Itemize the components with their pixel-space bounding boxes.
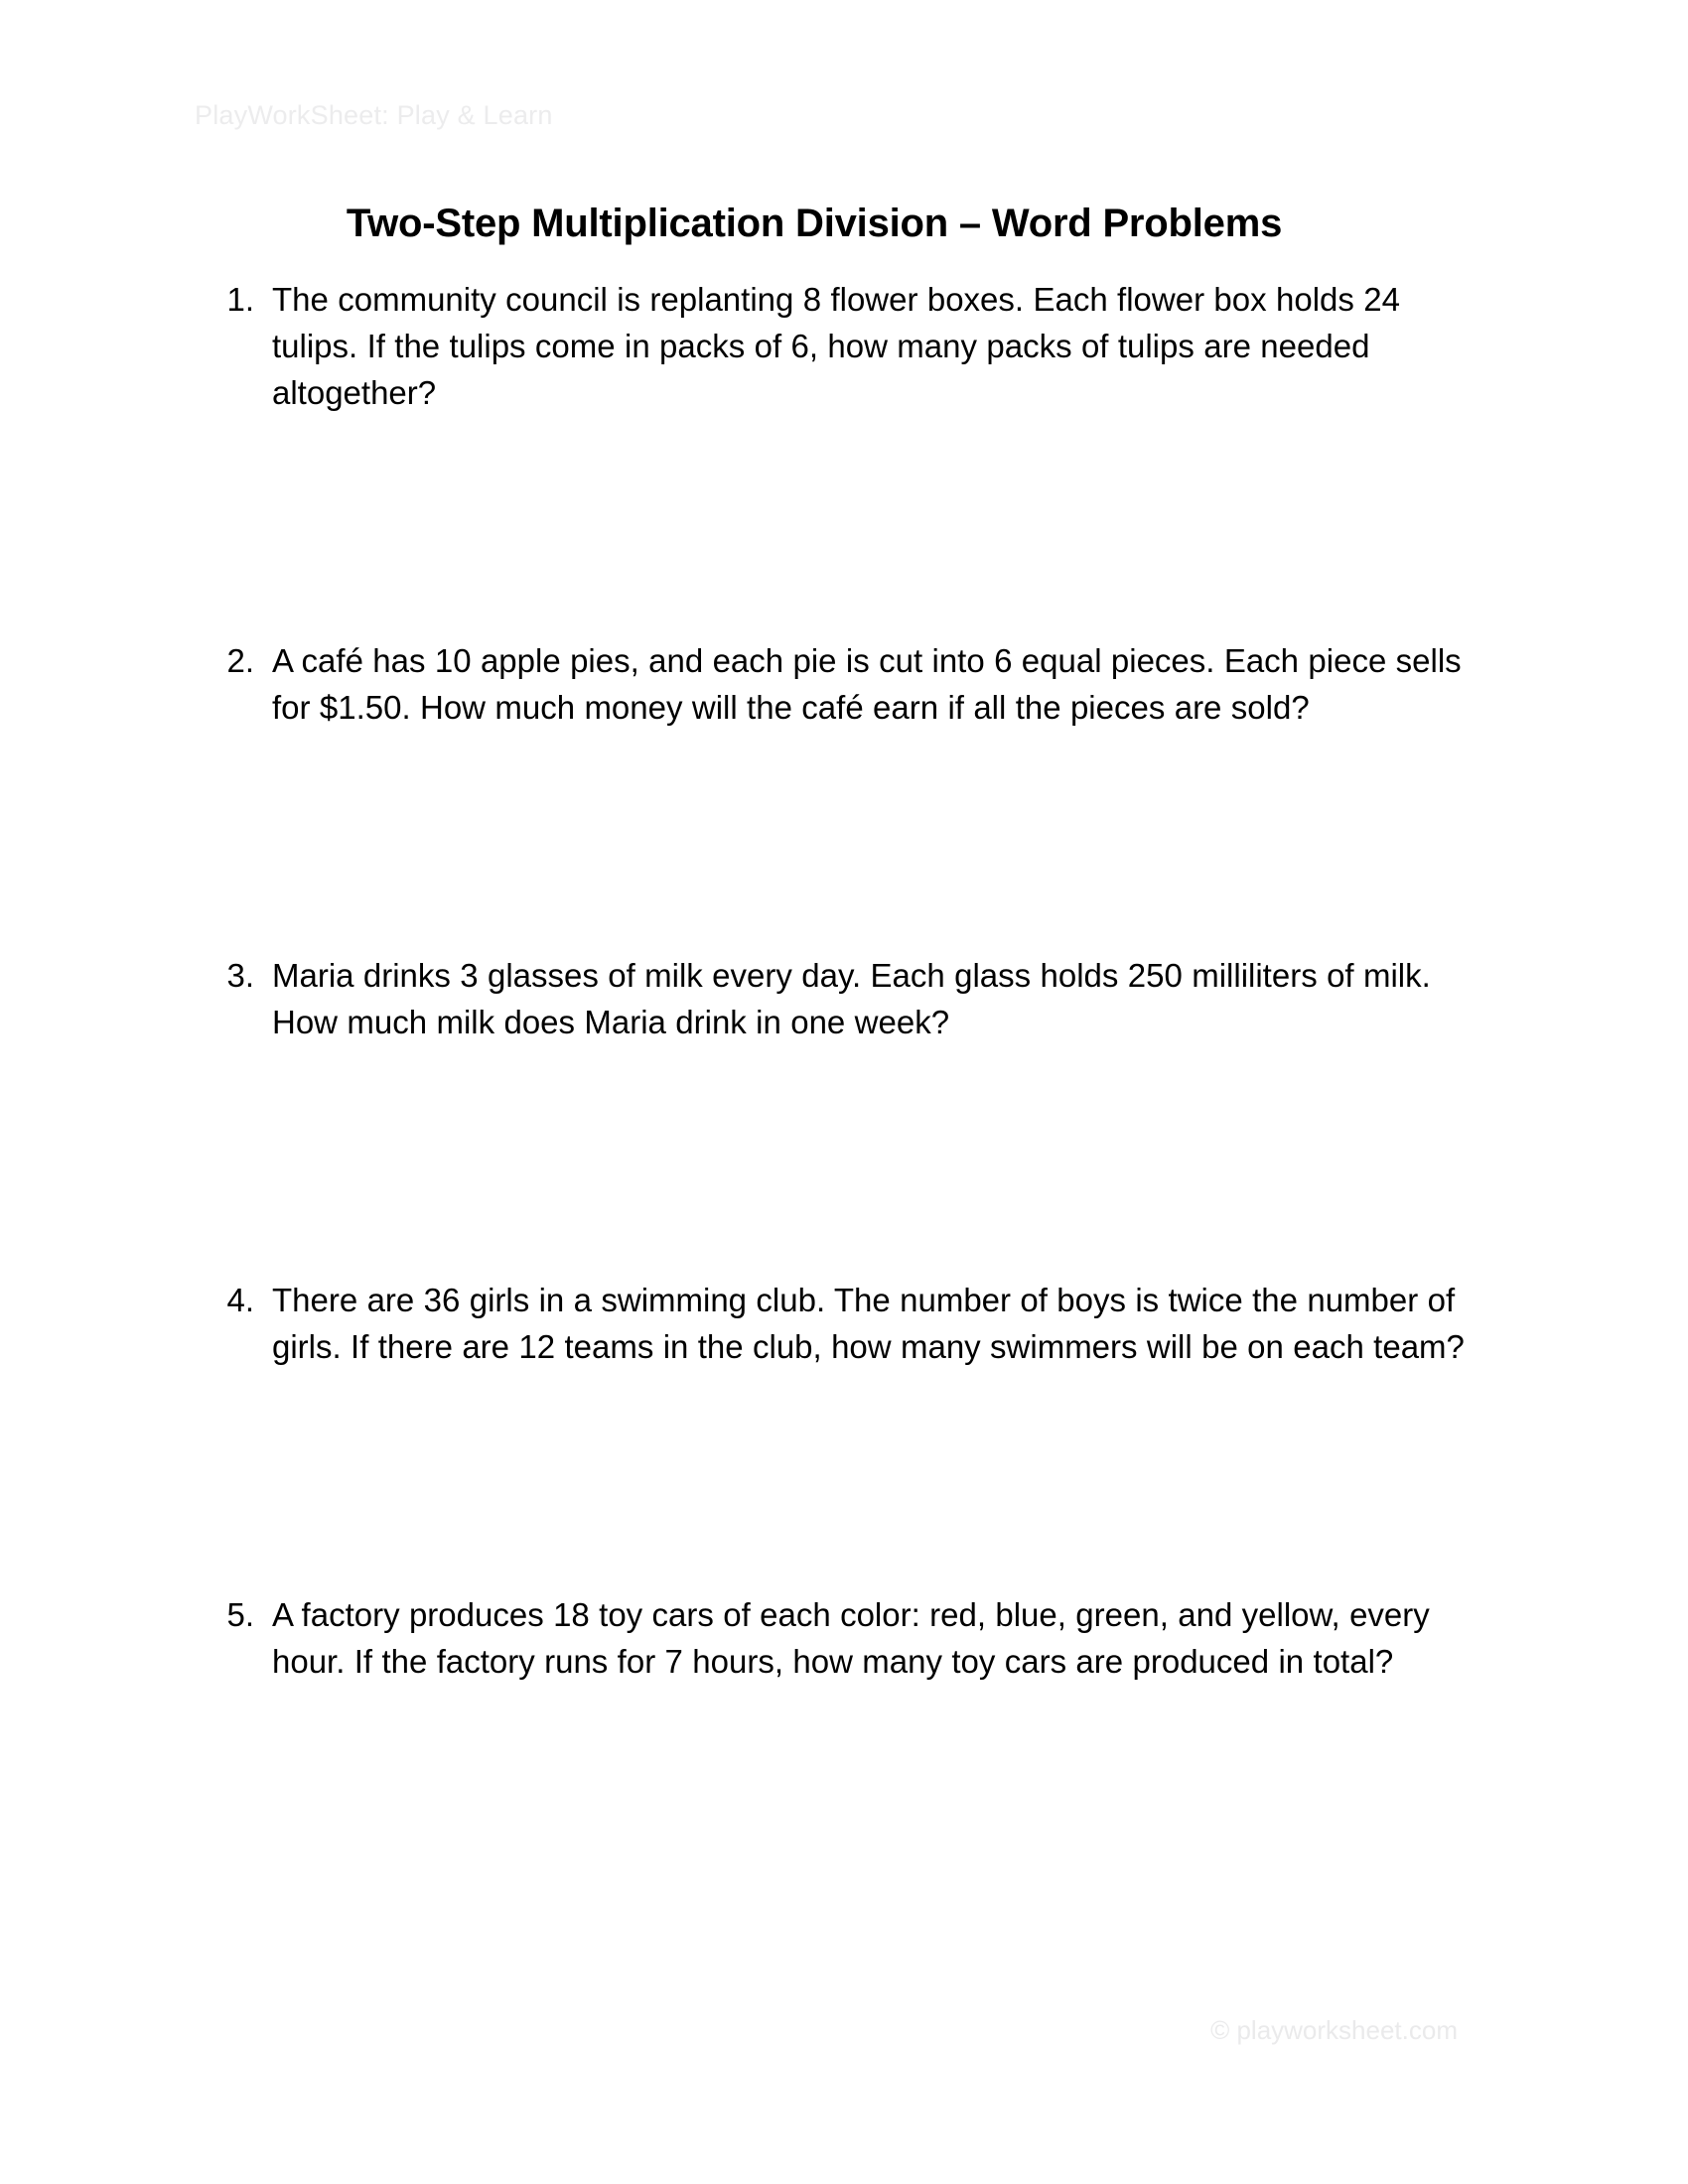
question-number: 2. — [226, 642, 254, 679]
question-text: A factory produces 18 toy cars of each color: red, blue, green, and yellow, every hour. If the factory runs for 7 hours, how many toy cars are produced in total? — [272, 1596, 1430, 1680]
question-item — [195, 1591, 1466, 1685]
question-list — [195, 276, 1466, 1685]
question-number: 3. — [226, 957, 254, 994]
question-item — [195, 952, 1466, 1045]
brand-header: PlayWorkSheet: Play & Learn — [195, 100, 553, 130]
answer-space — [195, 1370, 1466, 1591]
question-text: There are 36 girls in a swimming club. The number of boys is twice the number of girls. If there are 12 teams in the club, how many swimmers will be on each team? — [272, 1282, 1465, 1365]
answer-space — [195, 731, 1466, 952]
question-number: 1. — [226, 281, 254, 318]
question-item — [195, 1277, 1466, 1370]
answer-space — [195, 1045, 1466, 1277]
question-number: 5. — [226, 1596, 254, 1633]
question-item — [195, 276, 1466, 416]
question-number: 4. — [226, 1282, 254, 1318]
question-text: A café has 10 apple pies, and each pie is cut into 6 equal pieces. Each piece sells for $1.50. How much money will the café earn if all the pieces are sold? — [272, 642, 1462, 726]
question-text: Maria drinks 3 glasses of milk every day. Each glass holds 250 milliliters of milk. How much milk does Maria drink in one week? — [272, 957, 1431, 1040]
question-item — [195, 637, 1466, 731]
footer-copyright: © playworksheet.com — [1210, 2015, 1458, 2045]
answer-space — [195, 416, 1466, 637]
page-title: Two-Step Multiplication Division – Word Problems — [346, 201, 1283, 245]
question-text: The community council is replanting 8 flower boxes. Each flower box holds 24 tulips. If the tulips come in packs of 6, how many packs of tulips are needed altogether? — [272, 281, 1400, 411]
